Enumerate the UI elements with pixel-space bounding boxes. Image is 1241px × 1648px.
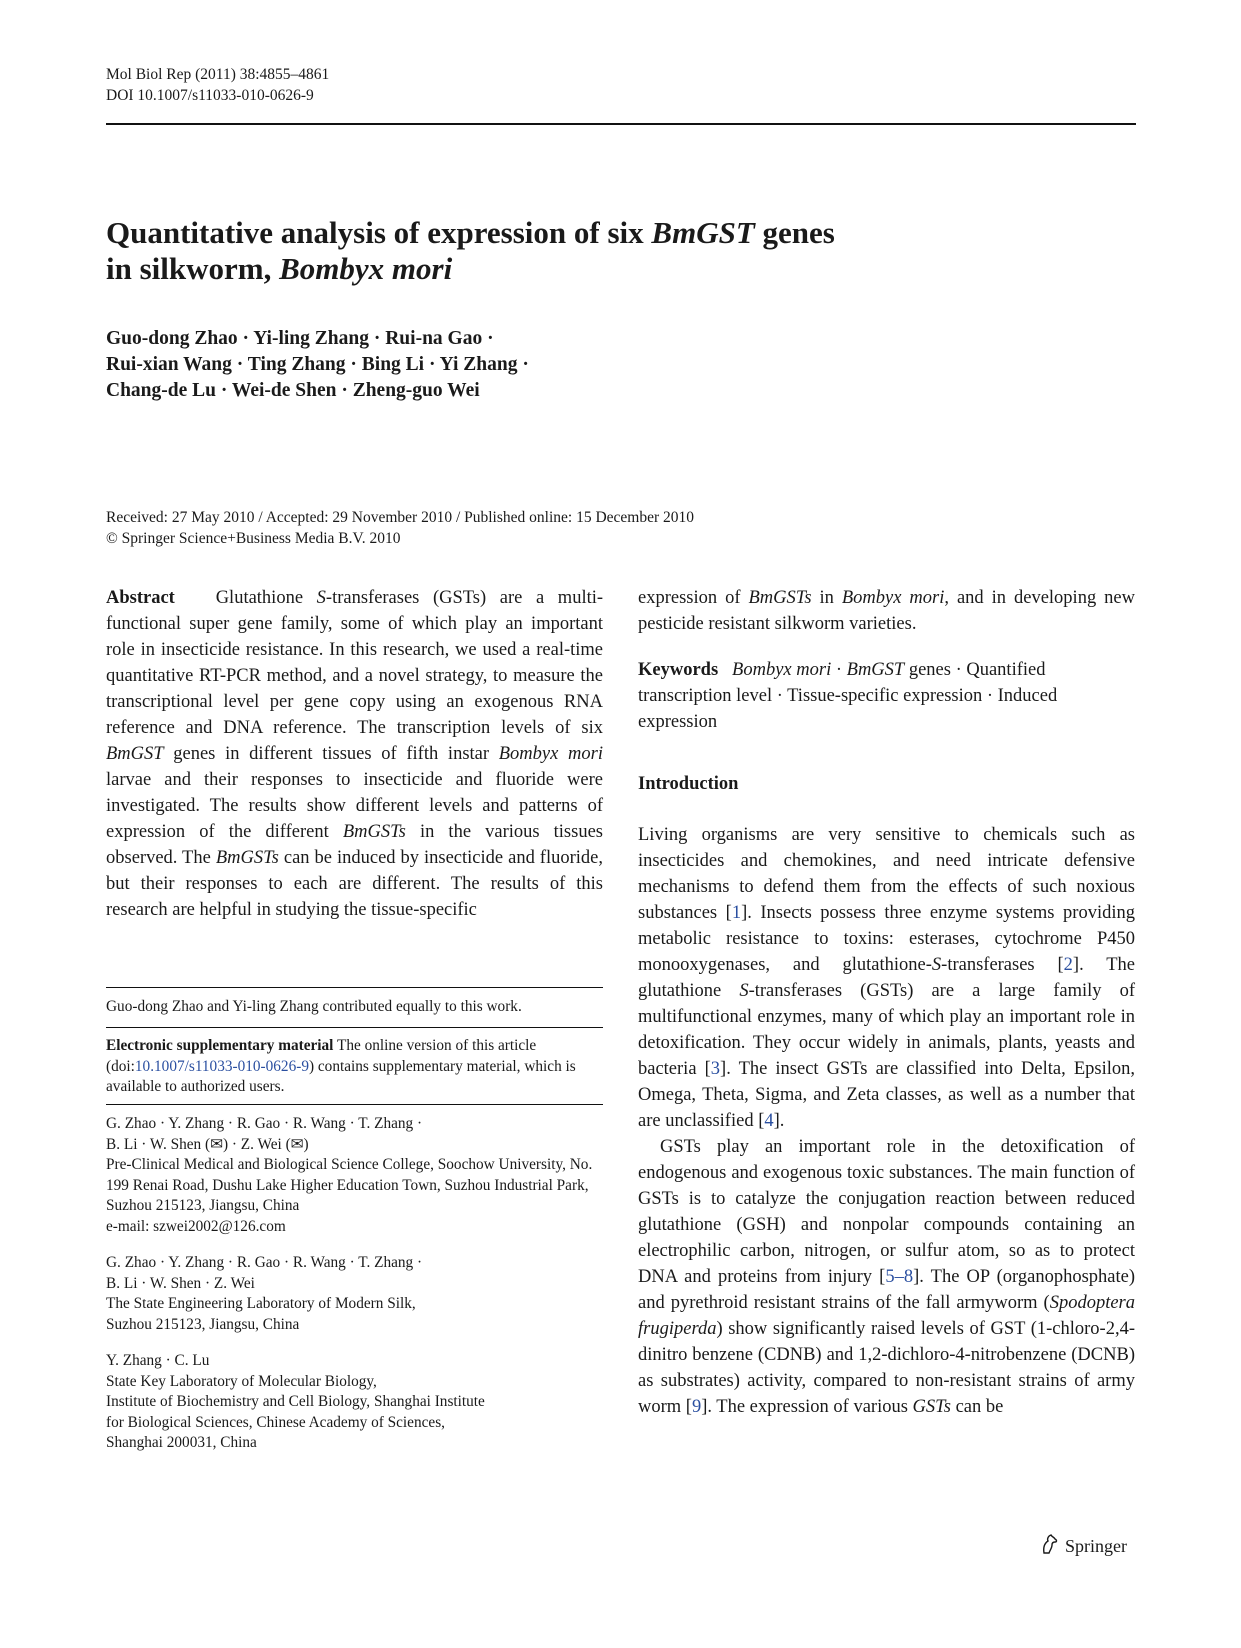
- footnote-rule: [106, 1104, 603, 1105]
- affiliation-authors: [106, 1135, 603, 1156]
- keywords: [638, 657, 1135, 735]
- intro-paragraph-1: [638, 822, 1135, 1134]
- abstract-text: larvae and their responses to insecticide and fluoride were investigated. The results show different levels and patterns of expression of the different: [106, 770, 603, 842]
- equal-contribution-note: Guo-dong Zhao and Yi-ling Zhang contributed equally to this work.: [106, 998, 522, 1015]
- keyword: genes · Quantified transcription level · Tissue-specific expression · Induced expression: [638, 660, 1058, 732]
- affiliation-address: State Key Laboratory of Molecular Biology,: [106, 1372, 377, 1390]
- intro-paragraph-2: [638, 1134, 1135, 1420]
- keyword-separator: ·: [831, 660, 847, 680]
- right-column: [638, 585, 1135, 1420]
- body-text: ].: [773, 1111, 785, 1131]
- envelope-icon: ✉: [210, 1135, 223, 1153]
- abstract-text: S: [316, 588, 326, 608]
- affiliation-address: Shanghai 200031, China: [106, 1434, 257, 1451]
- affiliation-authors: Y. Zhang · C. Lu: [106, 1352, 210, 1369]
- abstract: [106, 585, 603, 923]
- body-text: ]. The insect GSTs are classified into Delta, Epsilon, Omega, Theta, Sigma, and Zeta classes, as well as a number that are unclassified [: [638, 1059, 1135, 1131]
- affiliation-address: Pre-Clinical Medical and Biological Science College, Soochow University, No. 199 Renai Road, Dushu Lake Higher Education Town, Suzhou Industrial Park, Suzhou 215123, Jiangsu, China: [106, 1156, 593, 1214]
- esm-label: Electronic supplementary material: [106, 1037, 334, 1054]
- abstract-text: BmGSTs: [215, 848, 279, 868]
- author-line: Guo-dong Zhao · Yi-ling Zhang · Rui-na Gao ·: [106, 328, 494, 349]
- abstract-text: in: [811, 588, 842, 608]
- abstract-text: in the various tissues observed. The: [106, 822, 603, 868]
- publisher-name: Springer: [1065, 1536, 1127, 1556]
- body-text: GSTs: [912, 1397, 951, 1417]
- author-line: Chang-de Lu · Wei-de Shen · Zheng-guo Wei: [106, 380, 480, 401]
- title-text: genes: [754, 215, 835, 250]
- esm-text: ) contains supplementary material, which is available to authorized users.: [106, 1057, 576, 1095]
- abstract-text: BmGSTs: [748, 588, 812, 608]
- affiliation-address: Institute of Biochemistry and Cell Biology, Shanghai Institute: [106, 1393, 485, 1410]
- author-list: [106, 326, 806, 404]
- body-text: ]. The OP (organophosphate) and pyrethroid resistant strains of the fall armyworm (: [638, 1267, 1136, 1313]
- envelope-icon: ✉: [290, 1135, 304, 1153]
- body-text: ]. The expression of various: [701, 1397, 913, 1417]
- abstract-text: BmGSTs: [342, 822, 406, 842]
- affiliation-address: for Biological Sciences, Chinese Academy of Sciences,: [106, 1413, 445, 1431]
- body-text: -transferases [: [941, 955, 1064, 975]
- affiliations: [106, 1114, 603, 1470]
- body-text: ) show significantly raised levels of GST (1-chloro-2,4-dinitro benzene (CDNB) and 1,2-dichloro-4-nitrobenzene (DCNB) as substrates) activity, compared to non-resistant strains of army worm [: [638, 1319, 1135, 1417]
- body-text: can be: [950, 1397, 1004, 1417]
- abstract-text: can be induced by insecticide and fluoride, but their responses to each are different. The results of this research are helpful in studying the tissue-specific: [106, 848, 603, 920]
- affiliation-text: ) · Z. Wei (: [222, 1135, 291, 1153]
- footnote-rule: [106, 1027, 603, 1028]
- affiliation-text: B. Li · W. Shen (: [106, 1135, 211, 1153]
- reference-link[interactable]: 4: [764, 1111, 774, 1131]
- title-gene: BmGST: [651, 215, 755, 250]
- doi-line: DOI 10.1007/s11033-010-0626-9: [106, 87, 314, 104]
- reference-link[interactable]: 5–8: [885, 1267, 914, 1287]
- abstract-continued: [638, 585, 1135, 637]
- affiliation-authors: B. Li · W. Shen · Z. Wei: [106, 1274, 255, 1292]
- affiliation-2: [106, 1253, 603, 1335]
- body-text: S: [739, 981, 749, 1001]
- publication-dates: [106, 507, 694, 549]
- affiliation-1: [106, 1114, 603, 1237]
- affiliation-text: ): [303, 1135, 309, 1153]
- abstract-text: BmGST: [106, 744, 164, 764]
- abstract-text: Bombyx mori: [498, 744, 603, 764]
- publisher-mark: [1040, 1533, 1127, 1560]
- abstract-text: Glutathione: [215, 588, 317, 608]
- springer-horse-icon: [1040, 1533, 1060, 1560]
- abstract-text: -transferases (GSTs) are a multi-functional super gene family, some of which play an important role in insecticide resistance. In this research, we used a real-time quantitative RT-PCR method, and a novel strategy, to measure the transcriptional level per gene copy using an exogenous RNA reference and DNA reference. The transcription levels of six: [106, 588, 604, 738]
- esm-text: The online version of this article (doi:: [106, 1037, 537, 1075]
- affiliation-authors: G. Zhao · Y. Zhang · R. Gao · R. Wang · T. Zhang ·: [106, 1115, 423, 1132]
- reference-link[interactable]: 3: [710, 1059, 721, 1079]
- author-line: Rui-xian Wang · Ting Zhang · Bing Li · Yi Zhang ·: [106, 354, 529, 375]
- title-species: Bombyx mori: [279, 251, 453, 286]
- left-column: [106, 585, 603, 923]
- article-title: [106, 215, 1006, 287]
- header-rule: [106, 123, 1136, 125]
- footnote-rule: [106, 987, 603, 988]
- copyright-line: © Springer Science+Business Media B.V. 2010: [106, 530, 401, 547]
- abstract-text: genes in different tissues of fifth instar: [163, 744, 499, 764]
- reference-link[interactable]: 2: [1063, 955, 1073, 975]
- history-line: Received: 27 May 2010 / Accepted: 29 November 2010 / Published online: 15 December 2010: [106, 509, 695, 526]
- body-text: ]. The glutathione: [638, 955, 1136, 1001]
- reference-link[interactable]: 9: [691, 1397, 702, 1417]
- reference-link[interactable]: 1: [731, 903, 742, 923]
- affiliation-3: [106, 1351, 603, 1454]
- abstract-text: Bombyx mori: [841, 588, 945, 608]
- abstract-text: , and in developing new pesticide resistant silkworm varieties.: [638, 588, 1135, 634]
- esm-note: [106, 1036, 603, 1098]
- abstract-label: Abstract: [106, 588, 175, 608]
- body-text: S: [931, 955, 942, 975]
- body-text: -transferases (GSTs) are a large family of multifunctional enzymes, many of which play an important role in detoxification. They occur widely in animals, plants, yeasts and bacteria [: [638, 981, 1135, 1079]
- journal-citation: Mol Biol Rep (2011) 38:4855–4861: [106, 66, 330, 83]
- body-text: GSTs play an important role in the detoxification of endogenous and exogenous toxic substances. The main function of GSTs is to catalyze the conjugation reaction between reduced glutathione (GSH) and nonpolar compounds containing an electrophilic carbon, nitrogen, or sulfur atom, so as to protect DNA and proteins from injury [: [638, 1137, 1135, 1287]
- body-text: ]. Insects possess three enzyme systems providing metabolic resistance to toxins: esterases, cytochrome P450 monooxygenases, and glutathione-: [638, 903, 1135, 975]
- affiliation-authors: G. Zhao · Y. Zhang · R. Gao · R. Wang · T. Zhang ·: [106, 1254, 423, 1271]
- keyword: Bombyx mori: [732, 660, 832, 680]
- body-text: Living organisms are very sensitive to chemicals such as insecticides and chemokines, and need intricate defensive mechanisms to defend them from the effects of such noxious substances [: [638, 825, 1135, 923]
- affiliation-address: Suzhou 215123, Jiangsu, China: [106, 1315, 300, 1333]
- title-text: Quantitative analysis of expression of six: [106, 215, 652, 250]
- affiliation-address: The State Engineering Laboratory of Modern Silk,: [106, 1295, 416, 1312]
- running-header: [106, 64, 329, 106]
- abstract-text: expression of: [638, 588, 749, 608]
- keyword: BmGST: [846, 660, 905, 680]
- doi-link[interactable]: 10.1007/s11033-010-0626-9: [134, 1057, 309, 1075]
- introduction-heading: Introduction: [638, 774, 739, 794]
- title-text: in silkworm,: [106, 251, 280, 286]
- keywords-label: Keywords: [638, 660, 719, 680]
- body-text: Spodoptera frugiperda: [638, 1293, 1135, 1339]
- affiliation-email[interactable]: e-mail: szwei2002@126.com: [106, 1217, 286, 1235]
